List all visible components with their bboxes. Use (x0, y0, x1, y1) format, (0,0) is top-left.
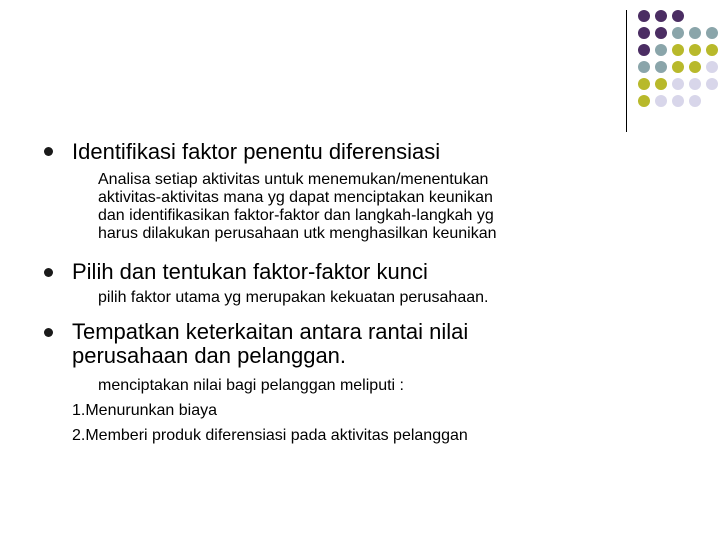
body-1-line-2: aktivitas-aktivitas mana yg dapat menciptakan keunikan (98, 189, 493, 206)
dot-teal (706, 27, 718, 39)
heading-3-line-1: Tempatkan keterkaitan antara rantai nilai (72, 319, 469, 344)
dot-teal (672, 27, 684, 39)
dot-teal (655, 61, 667, 73)
dot-lavender (672, 78, 684, 90)
dot-olive (638, 95, 650, 107)
body-1-line-1: Analisa setiap aktivitas untuk menemukan/menentukan (98, 171, 489, 188)
dot-lavender (706, 78, 718, 90)
dot-lavender (706, 61, 718, 73)
dot-lavender (689, 78, 701, 90)
dot-olive (689, 44, 701, 56)
dot-olive (638, 78, 650, 90)
dot-olive (655, 78, 667, 90)
dot-purple (655, 27, 667, 39)
dot-lavender (689, 95, 701, 107)
body-1-line-4: harus dilakukan perusahaan utk menghasilkan keunikan (98, 225, 497, 242)
dot-purple (638, 44, 650, 56)
dot-purple (638, 27, 650, 39)
divider-line (626, 10, 627, 132)
heading-1: Identifikasi faktor penentu diferensiasi (72, 139, 441, 164)
heading-3-line-2: perusahaan dan pelanggan. (72, 343, 347, 368)
bullet-marker-1 (44, 147, 53, 156)
dot-olive (706, 44, 718, 56)
body-2-line-1: pilih faktor utama yg merupakan kekuatan perusahaan. (98, 289, 489, 306)
body-3-line-3: 2.Memberi produk diferensiasi pada aktivitas pelanggan (72, 427, 468, 444)
dot-teal (638, 61, 650, 73)
dot-lavender (672, 95, 684, 107)
dot-olive (672, 61, 684, 73)
dot-purple (655, 10, 667, 22)
bullet-marker-3 (44, 328, 53, 337)
body-3-line-1: menciptakan nilai bagi pelanggan meliputi : (98, 377, 404, 394)
dot-olive (689, 61, 701, 73)
dot-lavender (655, 95, 667, 107)
body-1-line-3: dan identifikasikan faktor-faktor dan langkah-langkah yg (98, 207, 494, 224)
dot-teal (689, 27, 701, 39)
dot-teal (655, 44, 667, 56)
bullet-marker-2 (44, 268, 53, 277)
body-3-line-2: 1.Menurunkan biaya (72, 402, 217, 419)
dot-grid-decoration (638, 10, 720, 120)
dot-olive (672, 44, 684, 56)
heading-2: Pilih dan tentukan faktor-faktor kunci (72, 259, 428, 284)
dot-purple (638, 10, 650, 22)
dot-purple (672, 10, 684, 22)
